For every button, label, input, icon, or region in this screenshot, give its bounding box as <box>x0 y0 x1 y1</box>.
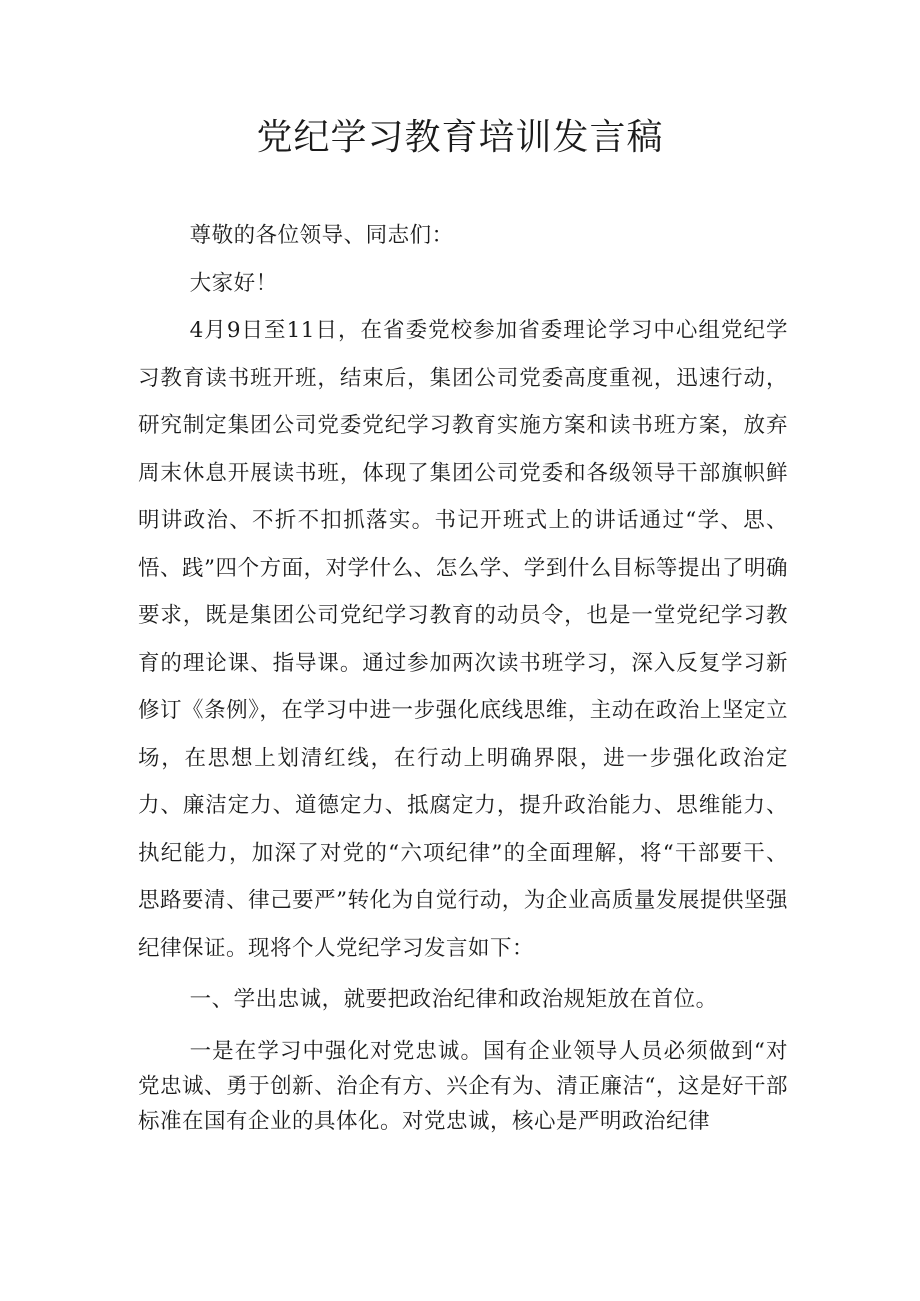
greeting: 大家好！ <box>189 270 278 296</box>
document-body <box>138 212 788 1139</box>
document-title: 党纪学习教育培训发言稿 <box>256 117 664 158</box>
salutation: 尊敬的各位领导、同志们： <box>189 223 454 248</box>
section-heading-1: 一、学出忠诚，就要把政治纪律和政治规矩放在首位。 <box>189 987 718 1012</box>
section-1-paragraph: 一是在学习中强化对党忠诚。国有企业领导人员必须做到“对党忠诚、勇于创新、治企有方、兴企有为、清正廉洁“，这是好干部标准在国有企业的具体化。对党忠诚，核心是严明政治纪律 <box>138 1038 788 1134</box>
intro-paragraph: 4月9日至11日，在省委党校参加省委理论学习中心组党纪学习教育读书班开班，结束后，集团公司党委高度重视，迅速行动，研究制定集团公司党委党纪学习教育实施方案和读书班方案，放弃周末休息开展读书班，体现了集团公司党委和各级领导干部旗帜鲜明讲政治、不折不扣抓落实。书记开班式上的讲话通过“学、思、悟、践”四个方面，对学什么、怎么学、学到什么目标等提出了明确要求，既是集团公司党纪学习教育的动员令，也是一堂党纪学习教育的理论课、指导课。通过参加两次读书班学习，深入反复学习新修订《条例》，在学习中进一步强化底线思维，主动在政治上坚定立场，在思想上划清红线，在行动上明确界限，进一步强化政治定力、廉洁定力、道德定力、抵腐定力，提升政治能力、思维能力、执纪能力，加深了对党的“六项纪律”的全面理解，将“干部要干、思路要清、律己要严”转化为自觉行动，为企业高质量发展提供坚强纪律保证。现将个人党纪学习发言如下： <box>138 318 788 961</box>
